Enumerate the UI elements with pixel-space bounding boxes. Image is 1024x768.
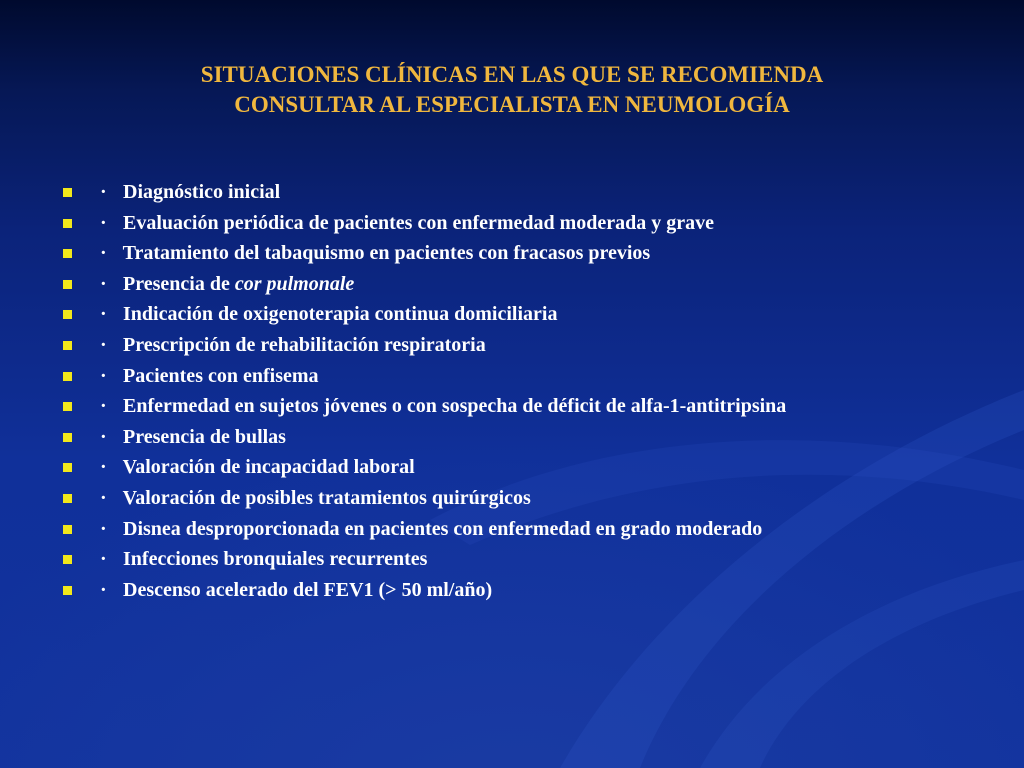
square-bullet-icon <box>63 372 72 381</box>
square-bullet-icon <box>63 310 72 319</box>
middle-dot-glyph: · <box>100 578 107 601</box>
list-item-text: Descenso acelerado del FEV1 (> 50 ml/año) <box>123 578 493 601</box>
list-item <box>60 578 960 602</box>
list-item <box>60 180 960 204</box>
square-bullet-icon <box>63 586 72 595</box>
middle-dot-glyph: · <box>100 456 107 479</box>
list-item-text: Pacientes con enfisema <box>123 364 319 387</box>
list-item-text: Presencia de bullas <box>123 425 286 448</box>
middle-dot-glyph: · <box>100 181 107 203</box>
list-item-text: Prescripción de rehabilitación respiratoria <box>123 333 486 356</box>
square-bullet-icon <box>63 433 72 442</box>
list-item-text: Enfermedad en sujetos jóvenes o con sospecha de déficit de alfa-1-antitripsina <box>123 395 787 418</box>
list-item <box>60 364 960 388</box>
list-item-text: Diagnóstico inicial <box>123 181 281 203</box>
bullet-list <box>60 180 960 608</box>
list-item-text: Valoración de incapacidad laboral <box>122 456 415 479</box>
middle-dot-glyph: · <box>100 242 107 265</box>
middle-dot-glyph: · <box>100 333 107 356</box>
square-bullet-icon <box>63 525 72 534</box>
square-bullet-icon <box>63 219 72 228</box>
list-item <box>60 547 960 571</box>
middle-dot-glyph: · <box>100 211 107 234</box>
square-bullet-icon <box>63 341 72 350</box>
middle-dot-glyph: · <box>100 486 107 509</box>
middle-dot-glyph: · <box>100 272 107 295</box>
square-bullet-icon <box>63 555 72 564</box>
middle-dot-glyph: · <box>100 303 107 326</box>
slide-title <box>62 60 962 120</box>
slide-title-line-2: CONSULTAR AL ESPECIALISTA EN NEUMOLOGÍA <box>234 92 790 117</box>
list-item-text: Presencia de <box>123 272 235 295</box>
list-item <box>60 272 960 296</box>
list-item <box>60 333 960 357</box>
list-item-text: Tratamiento del tabaquismo en pacientes con fracasos previos <box>122 242 651 265</box>
list-item-text: Disnea desproporcionada en pacientes con enfermedad en grado moderado <box>123 517 763 540</box>
list-item <box>60 517 960 541</box>
square-bullet-icon <box>63 188 72 197</box>
slide-title-line-1: SITUACIONES CLÍNICAS EN LAS QUE SE RECOMIENDA <box>200 62 824 87</box>
middle-dot-glyph: · <box>100 517 107 540</box>
square-bullet-icon <box>63 249 72 258</box>
middle-dot-glyph: · <box>100 425 107 448</box>
list-item-text: Indicación de oxigenoterapia continua domiciliaria <box>123 303 558 326</box>
list-item <box>60 455 960 479</box>
middle-dot-glyph: · <box>100 395 107 418</box>
square-bullet-icon <box>63 280 72 289</box>
middle-dot-glyph: · <box>100 548 107 571</box>
square-bullet-icon <box>63 402 72 411</box>
list-item <box>60 394 960 418</box>
list-item <box>60 302 960 326</box>
square-bullet-icon <box>63 463 72 472</box>
list-item <box>60 241 960 265</box>
list-item-text: Evaluación periódica de pacientes con enfermedad moderada y grave <box>123 211 715 234</box>
list-item-text: Infecciones bronquiales recurrentes <box>123 548 428 571</box>
list-item-italic-text: cor pulmonale <box>234 272 355 295</box>
list-item <box>60 425 960 449</box>
list-item <box>60 211 960 235</box>
list-item-text: Valoración de posibles tratamientos quirúrgicos <box>122 486 531 509</box>
square-bullet-icon <box>63 494 72 503</box>
list-item <box>60 486 960 510</box>
middle-dot-glyph: · <box>100 364 107 387</box>
